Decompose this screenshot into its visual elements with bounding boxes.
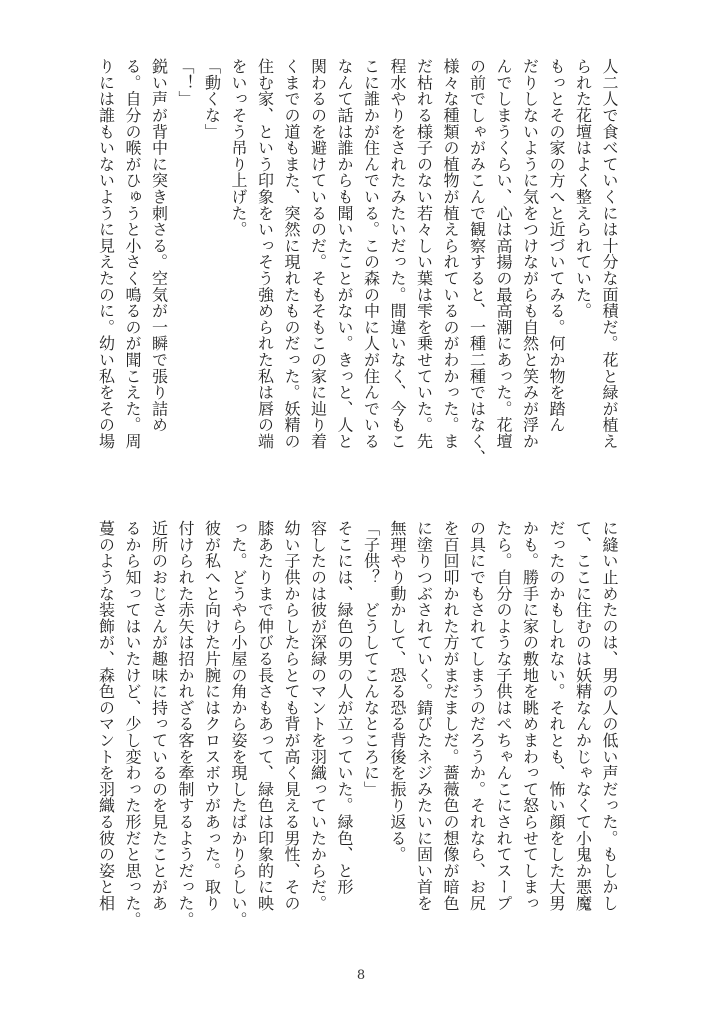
text-line: だったのかもしれない。それとも、怖い顔をした大男 — [547, 520, 566, 912]
text-line: そこには、緑色の男の人が立っていた。緑色、と形 — [335, 520, 354, 895]
text-line: んでしまうくらい、心は高揚の最高潮にあった。花壇 — [494, 58, 513, 450]
text-line: に縫い止めたのは、男の人の低い声だった。もしかし — [600, 520, 619, 912]
text-line: て、ここに住むのは妖精なんかじゃなくて小鬼か悪魔 — [573, 520, 593, 912]
text-line: られた花壇はよく整えられていた。 — [573, 58, 593, 319]
text-line: だ枯れる様子のない若々しい葉は雫を乗せていた。先 — [414, 58, 434, 450]
text-line: に塗りつぶされていく。錆びたネジみたいに固い首を — [414, 520, 434, 912]
text-line: 住む家、という印象をいっそう強められた私は唇の端 — [255, 58, 275, 450]
upper-text-block — [96, 58, 622, 500]
text-line: くまでの道もまた、突然に現れたものだった。妖精の — [282, 58, 301, 450]
text-line: る。自分の喉がひゅうと小さく鳴るのが聞こえた。周 — [123, 58, 142, 450]
text-line: もっとその家の方へと近づいてみる。何か物を踏ん — [547, 58, 566, 433]
text-line: だりしないように気をつけながらも自然と笑みが浮か — [520, 58, 540, 450]
text-line: 人二人で食べていくには十分な面積だ。花と緑が植え — [600, 58, 619, 450]
text-line: 関わるのを避けているのだ。そもそもこの家に辿り着 — [308, 58, 328, 450]
text-line: たら。自分のような子供はぺちゃんこにされてスープ — [494, 520, 513, 912]
text-line: 付けられた赤矢は招かれざる客を牽制するようだった。 — [176, 520, 195, 928]
text-line: 程水やりをされたみたいだった。間違いなく、今もこ — [388, 58, 407, 450]
text-line: なんて話は誰からも聞いたことがない。きっと、人と — [335, 58, 354, 450]
page-number: 8 — [356, 968, 366, 983]
text-line: の具にでもされてしまうのだろうか。それなら、お尻 — [467, 520, 487, 912]
text-line: 幼い子供からしたらとても背が高く見える男性、その — [282, 520, 301, 912]
text-line: こに誰かが住んでいる。この森の中に人が住んでいる — [361, 58, 381, 450]
text-line: りには誰もいないように見えたのに。幼い私をその場 — [96, 58, 116, 450]
text-line: 彼が私へと向けた片腕にはクロスボウがあった。取り — [202, 520, 222, 912]
text-line: をいっそう吊り上げた。 — [229, 58, 248, 238]
text-line: 「！」 — [176, 58, 195, 107]
text-line: 無理やり動かして、恐る恐る背後を振り返る。 — [388, 520, 407, 863]
text-line: るから知ってはいたけど、少し変わった形だと思った。 — [123, 520, 142, 928]
text-line: の前でしゃがみこんで観察すると、一種二種ではなく、 — [467, 58, 487, 466]
text-line: 膝あたりまで伸びる長さもあって、緑色は印象的に映 — [255, 520, 275, 912]
text-line: った。どうやら小屋の角から姿を現したばかりらしい。 — [229, 520, 248, 928]
text-line: 様々な種類の植物が植えられているのがわかった。ま — [441, 58, 460, 450]
text-line: 近所のおじさんが趣味に持っているのを見たことがあ — [149, 520, 169, 912]
text-line: 容したのは彼が深緑のマントを羽織っていたからだ。 — [308, 520, 328, 912]
text-line: 「子供？ どうしてこんなところに」 — [361, 520, 381, 798]
text-line: 「動くな」 — [202, 58, 222, 140]
text-line: かも。勝手に家の敷地を眺めまわって怒らせてしまっ — [520, 520, 540, 912]
lower-text-block — [96, 520, 622, 962]
text-line: を百回叩かれた方がまだましだ。薔薇色の想像が暗色 — [441, 520, 460, 912]
text-line: 鋭い声が背中に突き刺さる。空気が一瞬で張り詰め — [149, 58, 169, 433]
text-line: 蔓のような装飾が、森色のマントを羽織る彼の姿と相 — [96, 520, 116, 912]
